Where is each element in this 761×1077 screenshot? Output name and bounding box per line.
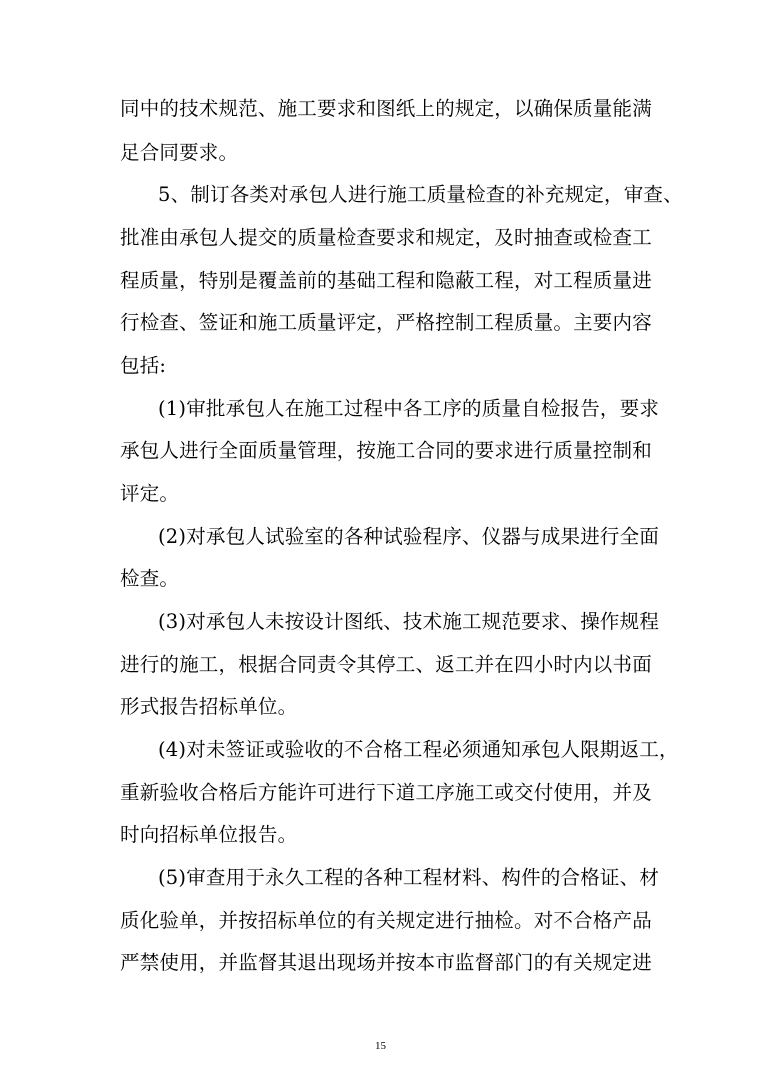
text-line: 程质量，特别是覆盖前的基础工程和隐蔽工程，对工程质量进 (120, 269, 652, 292)
text-line: 同中的技术规范、施工要求和图纸上的规定，以确保质量能满 (120, 97, 652, 120)
text-line: 时向招标单位报告。 (120, 823, 298, 846)
text-line: 质化验单，并按招标单位的有关规定进行抽检。对不合格产品 (120, 909, 652, 932)
text-line: (3)对承包人未按设计图纸、技术施工规范要求、操作规程 (158, 610, 660, 633)
text-line: 重新验收合格后方能许可进行下道工序施工或交付使用，并及 (120, 781, 652, 804)
text-line: 批准由承包人提交的质量检查要求和规定，及时抽查或检查工 (120, 226, 652, 249)
text-line: 形式报告招标单位。 (120, 695, 298, 718)
text-line: 评定。 (120, 482, 180, 505)
text-line: 检查。 (120, 567, 180, 590)
text-line: 承包人进行全面质量管理，按施工合同的要求进行质量控制和 (120, 439, 652, 462)
page-number: 15 (375, 1040, 386, 1052)
text-line: (5)审查用于永久工程的各种工程材料、构件的合格证、材 (158, 866, 660, 889)
text-line: 5、制订各类对承包人进行施工质量检查的补充规定，审查、 (158, 183, 683, 206)
text-line: 包括: (120, 354, 167, 377)
text-line: 进行的施工，根据合同责令其停工、返工并在四小时内以书面 (120, 653, 652, 676)
text-line: 足合同要求。 (120, 141, 239, 164)
text-line: (2)对承包人试验室的各种试验程序、仪器与成果进行全面 (158, 525, 660, 548)
text-line: 行检查、签证和施工质量评定，严格控制工程质量。主要内容 (120, 311, 652, 334)
text-line: (4)对未签证或验收的不合格工程必须通知承包人限期返工， (158, 738, 679, 761)
text-line: (1)审批承包人在施工过程中各工序的质量自检报告，要求 (158, 397, 660, 420)
text-line: 严禁使用，并监督其退出现场并按本市监督部门的有关规定进 (120, 951, 652, 974)
